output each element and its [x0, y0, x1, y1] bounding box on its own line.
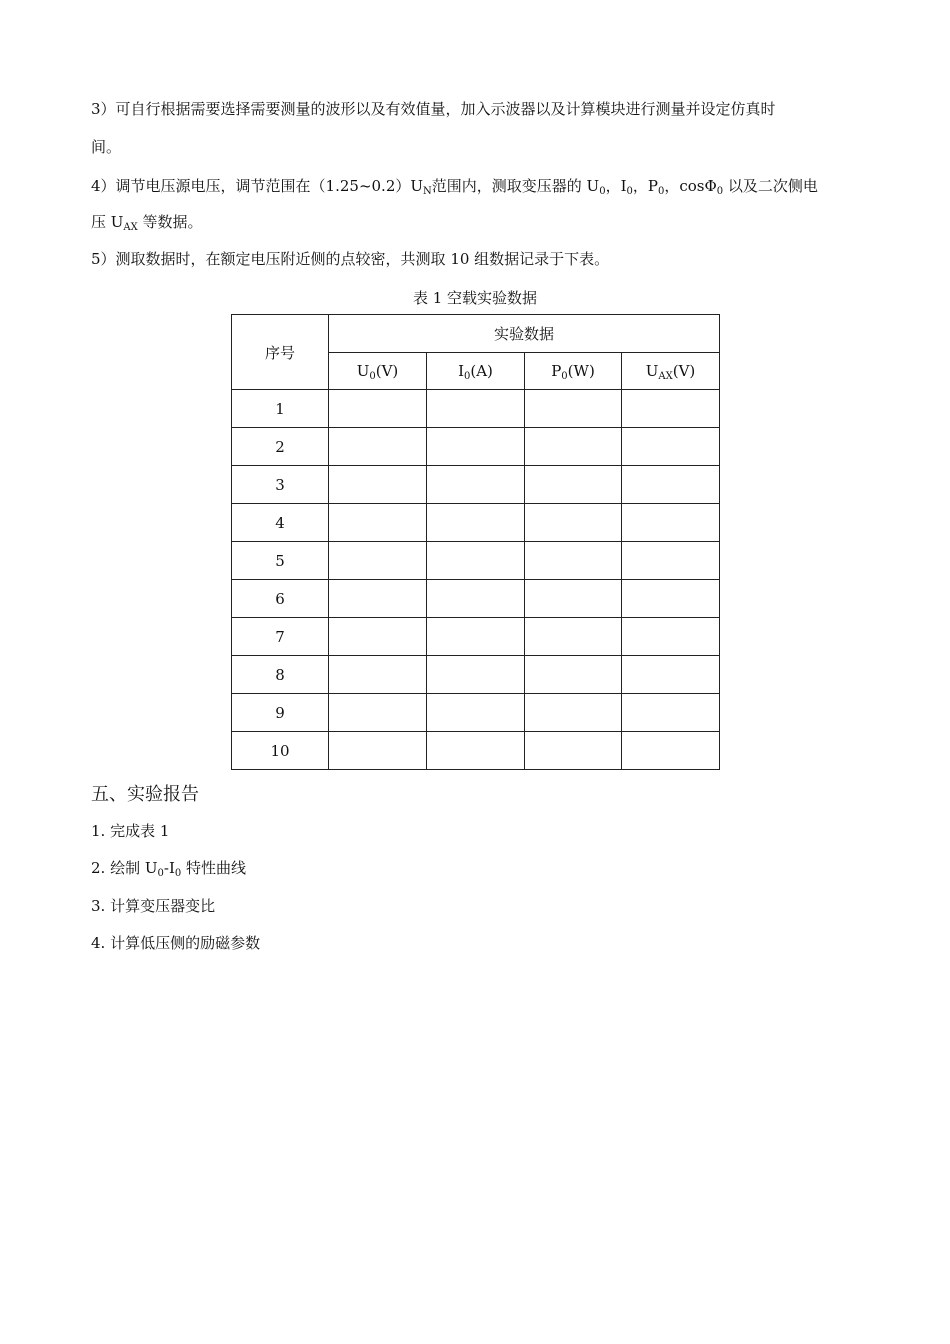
column-header-p0: $P_0(W)$	[525, 353, 622, 390]
step-4-sub-n: N	[423, 186, 432, 197]
cell	[427, 504, 525, 542]
step-5-line	[91, 249, 609, 269]
table-row	[232, 428, 720, 466]
no-load-data-table	[231, 314, 720, 770]
cell	[525, 618, 622, 656]
cell	[525, 466, 622, 504]
cell	[622, 542, 720, 580]
table-row	[232, 504, 720, 542]
step-4-text-d: ，P	[632, 177, 658, 195]
group-header: 实验数据	[329, 315, 720, 353]
cell	[329, 542, 427, 580]
cell	[525, 390, 622, 428]
step-4-text-b: 范围内，测取变压器的 U	[431, 177, 600, 195]
cell	[525, 656, 622, 694]
step-4-sub-p0: 0	[657, 186, 665, 197]
cell	[622, 428, 720, 466]
table-row	[232, 618, 720, 656]
step-3-text: 3）可自行根据需要选择需要测量的波形以及有效值量，加入示波器以及计算模块进行测量并设定仿真时	[91, 100, 776, 118]
cell	[525, 504, 622, 542]
column-header-u0: $U_0(V)$	[329, 353, 427, 390]
report-item-2-a: 2. 绘制 U	[91, 859, 158, 877]
step-4-line2-b: 等数据。	[137, 213, 203, 231]
cell	[427, 466, 525, 504]
cell	[525, 542, 622, 580]
report-item-2-c: 特性曲线	[181, 859, 247, 877]
step-4-text-c: ，I	[605, 177, 627, 195]
step-4-sub-phi0: 0	[716, 186, 724, 197]
index-column-header: 序号	[232, 315, 329, 390]
step-4-text-a: 4）调节电压源电压，调节范围在（1.25~0.2）U	[91, 177, 424, 195]
report-item-2-sub-u0: 0	[157, 868, 164, 879]
step-4-line-1	[91, 176, 818, 196]
cell	[329, 428, 427, 466]
cell	[622, 580, 720, 618]
cell	[427, 428, 525, 466]
step-4-text-e: ，cosΦ	[664, 177, 717, 195]
column-header-i0: $I_0(A)$	[427, 353, 525, 390]
report-item-4: 4. 计算低压侧的励磁参数	[91, 934, 261, 952]
cell	[427, 580, 525, 618]
report-item-2	[91, 857, 246, 878]
cell	[622, 390, 720, 428]
cell	[329, 656, 427, 694]
cell	[525, 732, 622, 770]
column-header-uax: $U_{AX}(V)$	[622, 353, 720, 390]
cell	[622, 656, 720, 694]
cell	[329, 504, 427, 542]
report-item-2-sub-i0: 0	[174, 868, 182, 879]
cell	[427, 732, 525, 770]
cell	[427, 656, 525, 694]
step-3-text-cont: 间。	[91, 138, 122, 156]
report-item-2-b: -I	[163, 859, 175, 877]
step-4-text-f: 以及二次侧电	[723, 177, 818, 195]
cell	[427, 694, 525, 732]
step-4-sub-i0: 0	[626, 186, 633, 197]
row-index: 5	[232, 542, 329, 580]
row-index: 8	[232, 656, 329, 694]
step-3-line-2	[91, 137, 121, 157]
step-4-sub-ax: AX	[123, 222, 138, 233]
table-caption: 表 1 空载实验数据	[412, 289, 538, 307]
cell	[329, 580, 427, 618]
cell	[622, 694, 720, 732]
report-item-1: 1. 完成表 1	[91, 822, 170, 840]
row-index: 2	[232, 428, 329, 466]
cell	[329, 390, 427, 428]
cell	[329, 694, 427, 732]
step-4-line-2	[91, 212, 203, 232]
table-row	[232, 466, 720, 504]
step-4-line2-a: 压 U	[91, 213, 124, 231]
step-3-line-1	[91, 99, 776, 119]
row-index: 9	[232, 694, 329, 732]
table-row	[232, 656, 720, 694]
cell	[329, 618, 427, 656]
table-row	[232, 694, 720, 732]
cell	[329, 732, 427, 770]
cell	[525, 694, 622, 732]
table-row	[232, 732, 720, 770]
table-row	[232, 390, 720, 428]
cell	[622, 466, 720, 504]
row-index: 4	[232, 504, 329, 542]
row-index: 10	[232, 732, 329, 770]
cell	[622, 504, 720, 542]
step-4-sub-u0: 0	[599, 186, 606, 197]
report-section-title: 五、实验报告	[91, 784, 199, 805]
table-row	[232, 542, 720, 580]
cell	[427, 618, 525, 656]
cell	[427, 390, 525, 428]
cell	[427, 542, 525, 580]
row-index: 1	[232, 390, 329, 428]
cell	[329, 466, 427, 504]
table-row	[232, 580, 720, 618]
step-5-text: 5）测取数据时，在额定电压附近侧的点较密，共测取 10 组数据记录于下表。	[91, 250, 610, 268]
row-index: 3	[232, 466, 329, 504]
cell	[525, 428, 622, 466]
table-header-row-1	[232, 315, 720, 353]
cell	[525, 580, 622, 618]
report-item-3: 3. 计算变压器变比	[91, 897, 216, 915]
row-index: 7	[232, 618, 329, 656]
row-index: 6	[232, 580, 329, 618]
cell	[622, 732, 720, 770]
cell	[622, 618, 720, 656]
